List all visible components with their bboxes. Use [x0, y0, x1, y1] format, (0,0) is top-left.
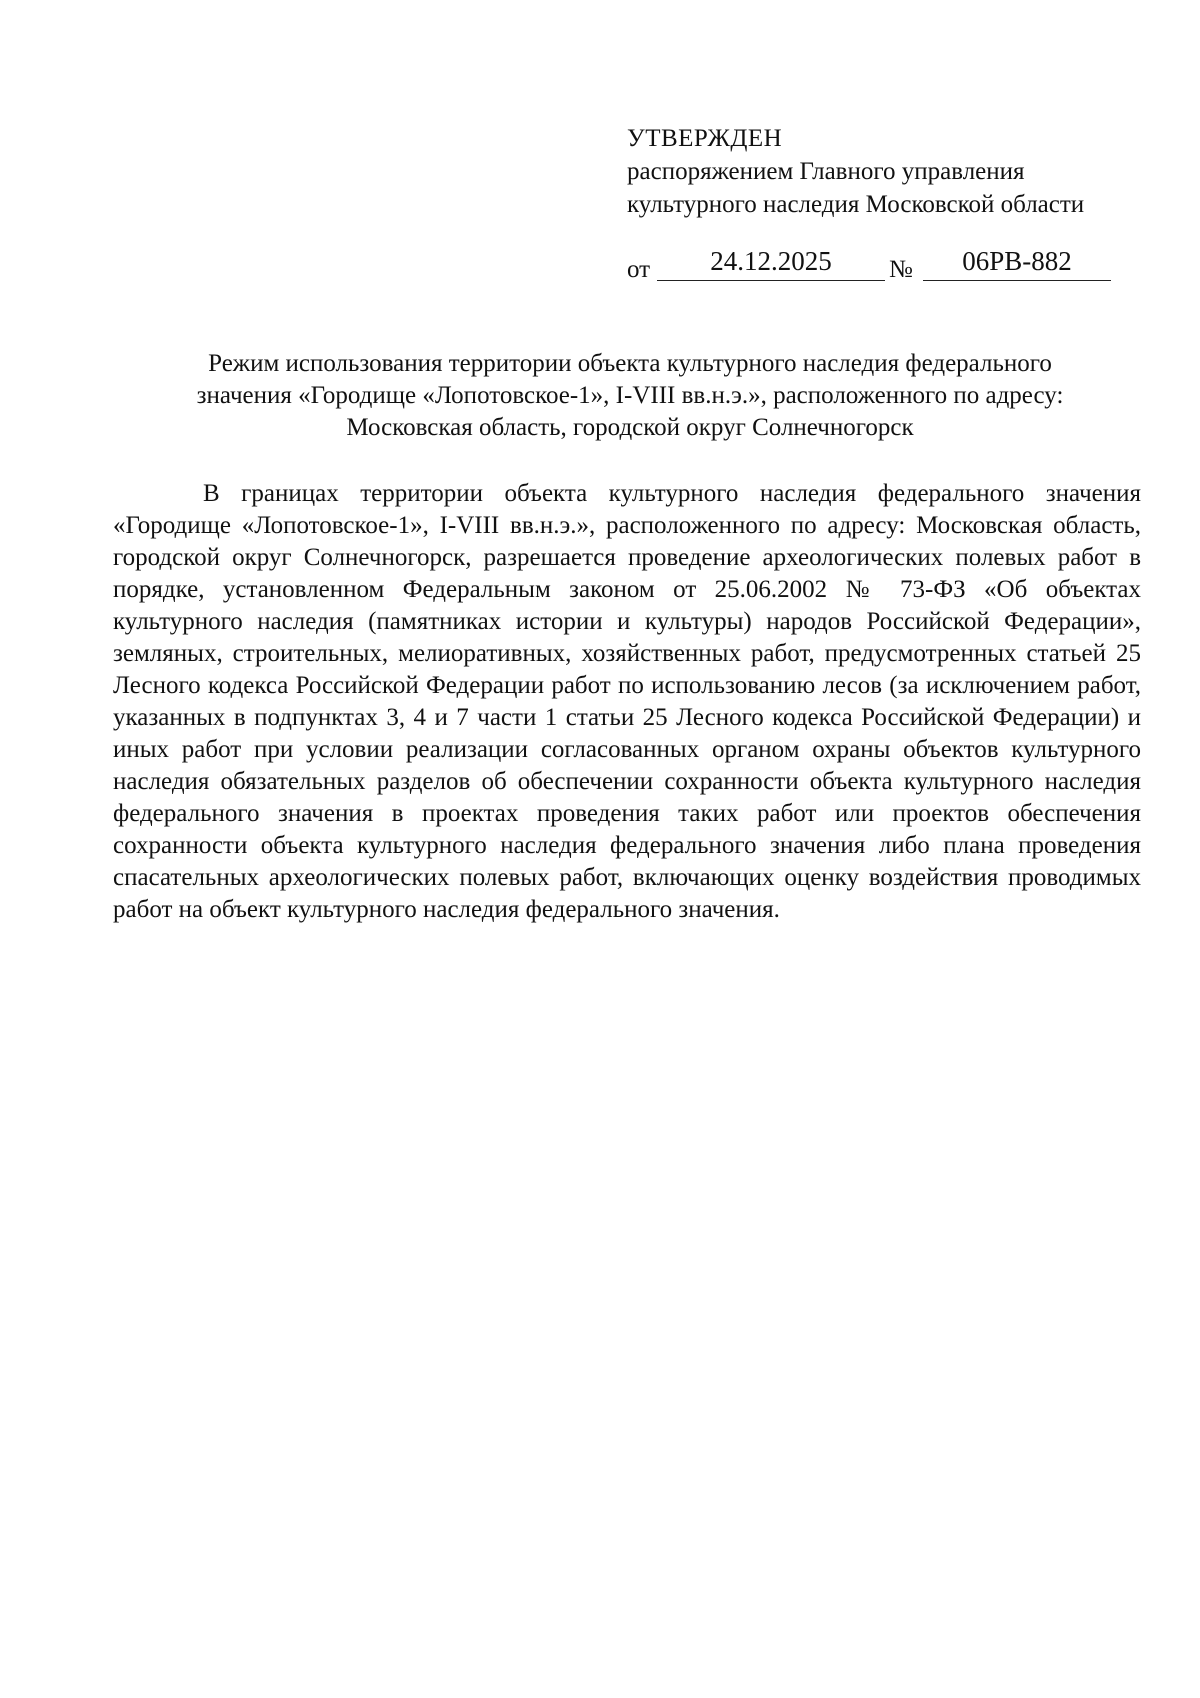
approval-issuer-line-2: культурного наследия Московской области — [627, 191, 1085, 218]
title-line-3: Московская область, городской округ Солнечногорск — [346, 414, 914, 441]
body-paragraph: В границах территории объекта культурного наследия федерального значения «Городище «Лопотовское-1», I-VIII вв.н.э.», расположенного по адресу: Московская область, городской округ Солнечногорск, разрешается проведение археологических полевых работ в порядке, установленном Федеральным законом от 25.06.2002 № 73-ФЗ «Об объектах культурного наследия (памятниках истории и культуры) народов Российской Федерации», земляных, строительных, мелиоративных, хозяйственных работ, предусмотренных статьей 25 Лесного кодекса Российской Федерации работ по использованию лесов (за исключением работ, указанных в подпунктах 3, 4 и 7 части 1 статьи 25 Лесного кодекса Российской Федерации) и иных работ при условии реализации согласованных органом охраны объектов культурного наследия обязательных разделов об обеспечении сохранности объекта культурного наследия федерального значения в проектах проведения таких работ или проектов обеспечения сохранности объекта культурного наследия федерального значения либо плана проведения спасательных археологических полевых работ, включающих оценку воздействия проводимых работ на объект культурного наследия федерального значения. — [113, 480, 1141, 923]
date-label: от — [627, 256, 651, 283]
order-number: 06РВ-882 — [923, 246, 1111, 281]
approval-issuer-line-1: распоряжением Главного управления — [627, 158, 1025, 185]
order-date: 24.12.2025 — [657, 246, 885, 281]
title-line-2: значения «Городище «Лопотовское-1», I-VIII вв.н.э.», расположенного по адресу: — [196, 382, 1064, 409]
document-title — [110, 348, 1150, 444]
order-reference-row — [627, 246, 1127, 286]
approval-heading: УТВЕРЖДЕН — [627, 125, 783, 152]
title-line-1: Режим использования территории объекта культурного наследия федерального — [208, 350, 1052, 377]
approval-block — [627, 122, 1167, 221]
number-label: № — [889, 256, 913, 283]
